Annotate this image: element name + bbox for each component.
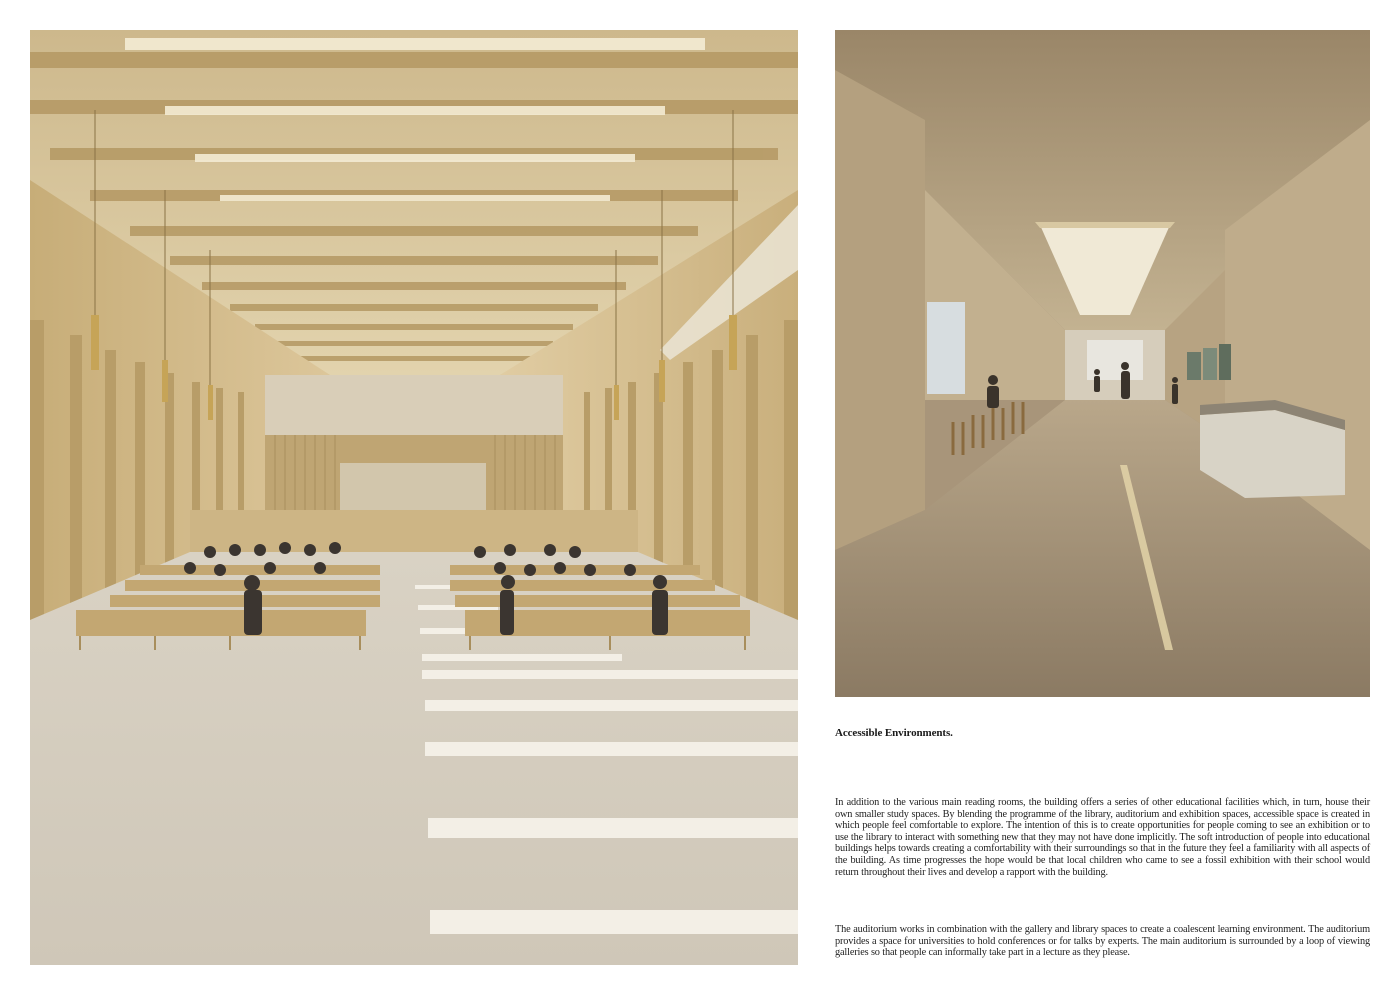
screen xyxy=(340,463,486,511)
corridor-illustration xyxy=(835,30,1370,697)
back-gallery-wall xyxy=(265,375,563,435)
auditorium-illustration xyxy=(30,30,798,965)
body-paragraph-1: In addition to the various main reading rooms, the building offers a series of other educational facilities which, in turn, house their own smaller study spaces. By blending the programme of the library, auditorium and exhibition spaces, accessible space is created in which people feel comfortable to explore. The intention of this is to create opportunities for people coming to see an exhibition or to use the library to interact with something new that they may not have done implicitly. The soft introduction of people into educational buildings helps towards creating a comfortability with their surroundings so that in the future they feel a familiarity with all aspects of the building. As time progresses the hope would be that local children who came to see a fossil exhibition with their school would return throughout their lives and develop a rapport with the building. xyxy=(835,797,1370,878)
auditorium-render xyxy=(30,30,798,965)
corridor-window xyxy=(927,302,965,394)
body-paragraph-2: The auditorium works in combination with the gallery and library spaces to create a coalescent learning environment. The auditorium provides a space for universities to hold conferences or for talks by experts. The main auditorium is surrounded by a loop of viewing galleries so that people can informally take part in a lecture as they please. xyxy=(835,924,1370,959)
section-heading: Accessible Environments. xyxy=(835,727,953,739)
corridor-left-wall xyxy=(835,70,925,550)
corridor-render xyxy=(835,30,1370,697)
